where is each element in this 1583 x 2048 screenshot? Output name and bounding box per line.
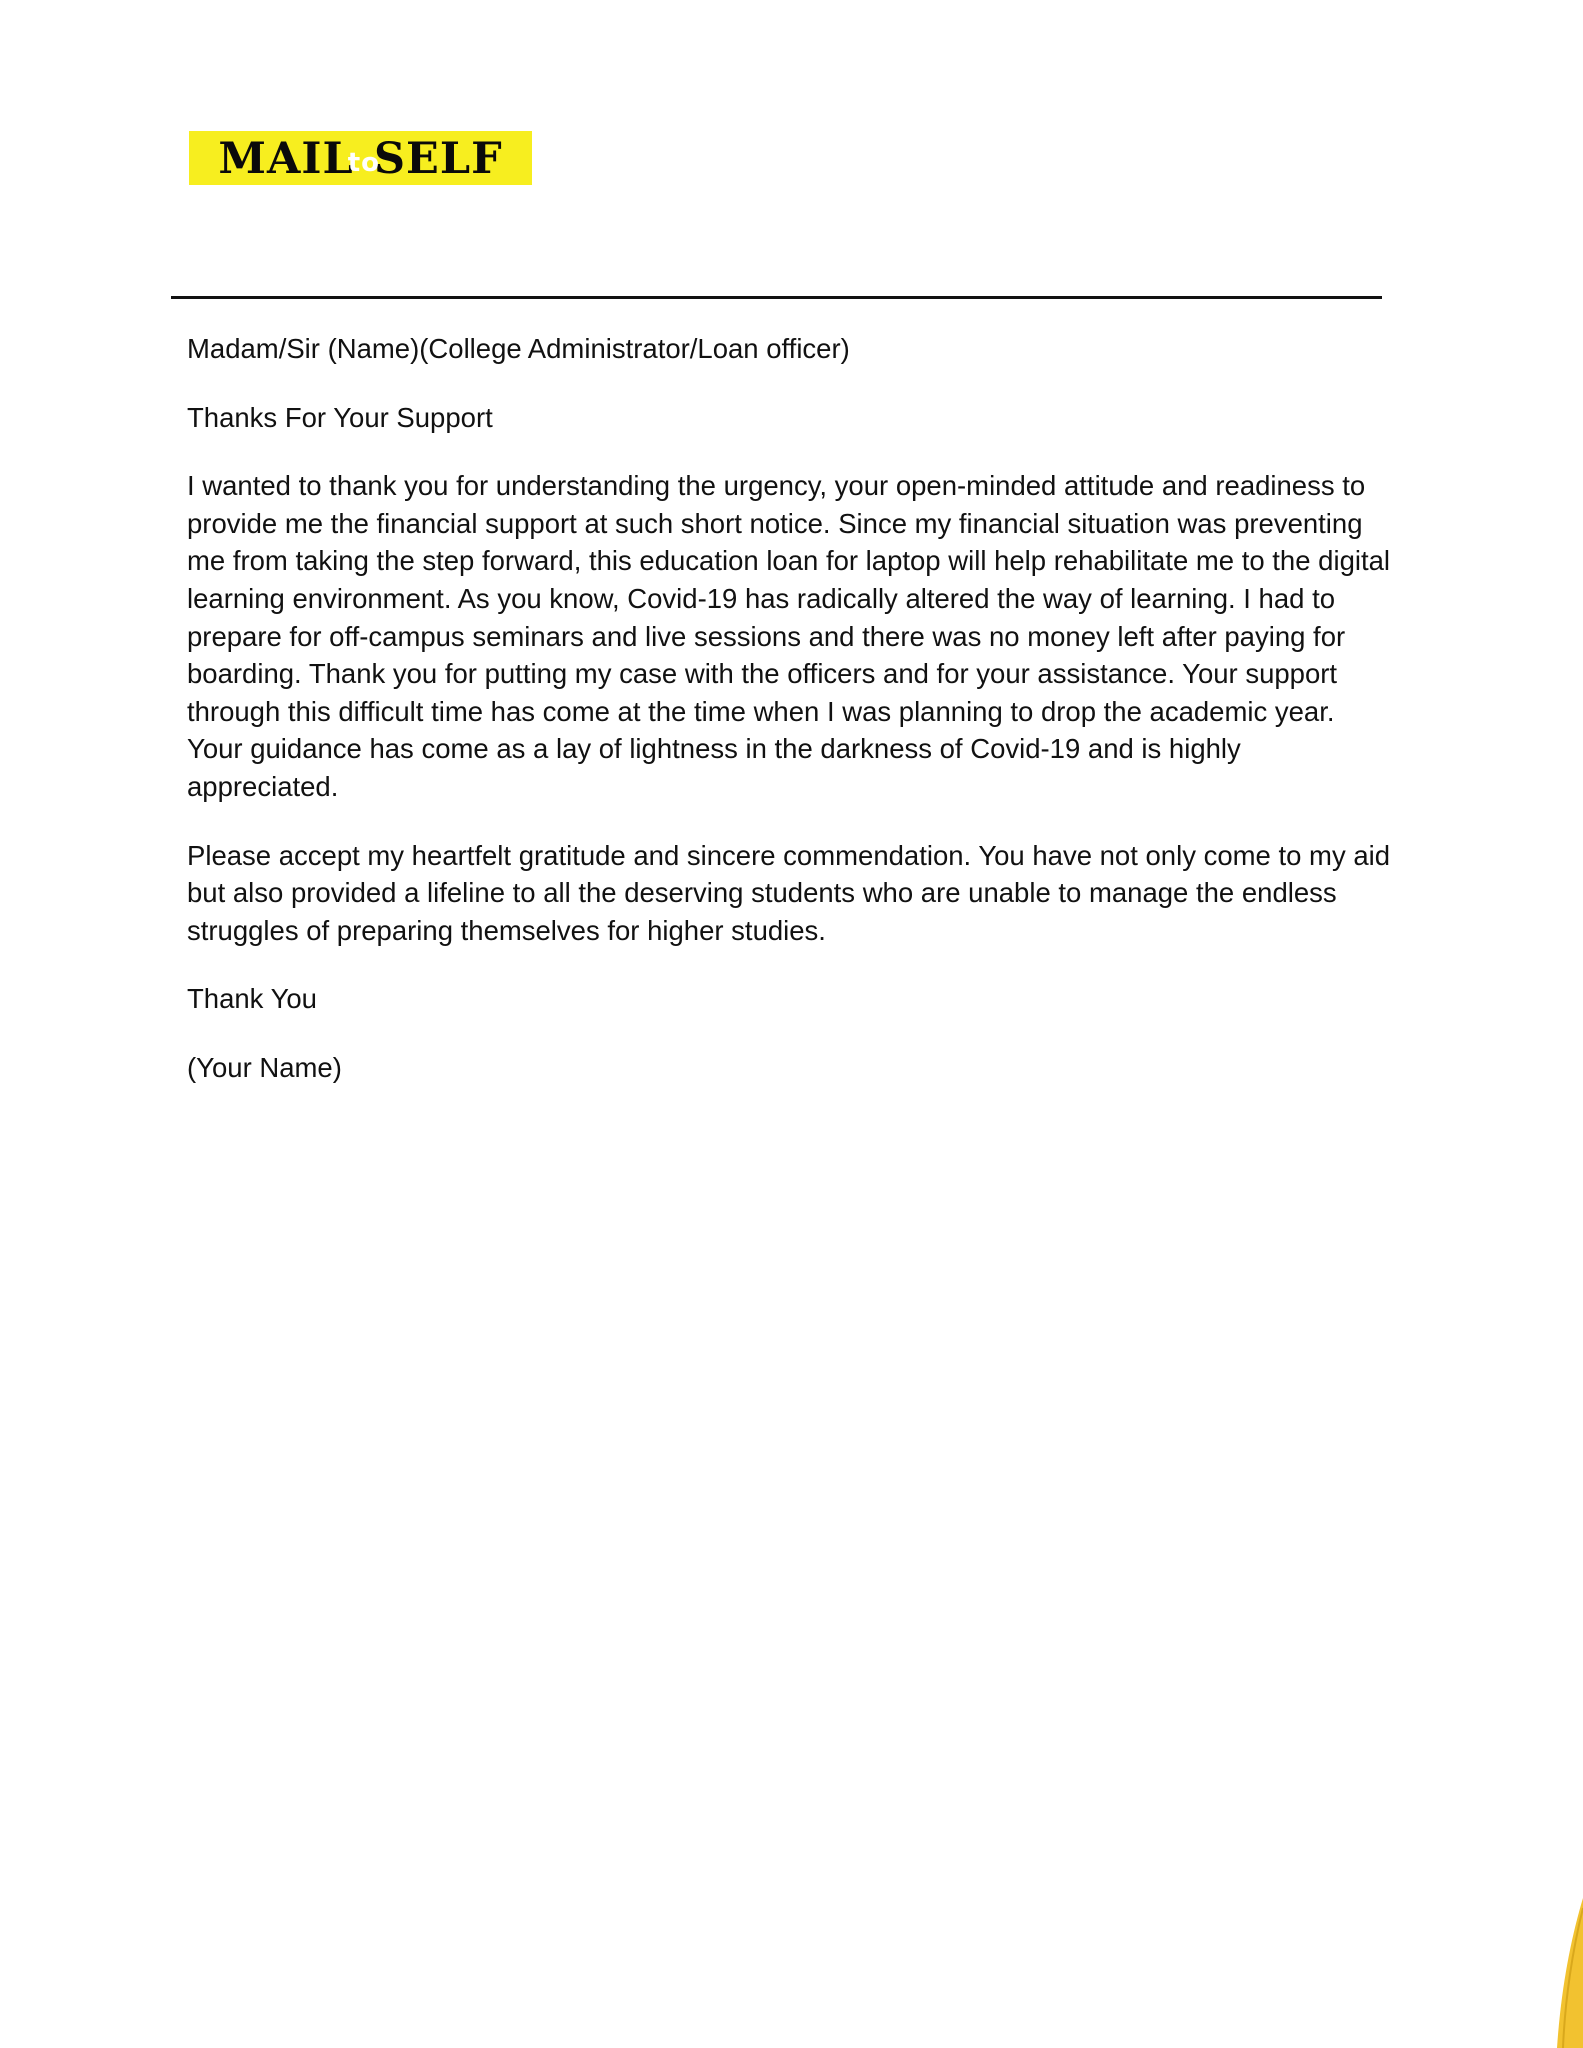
logo-text-mail: MAIL — [218, 133, 354, 184]
letter-body — [187, 330, 1397, 1118]
logo-text-to: to — [347, 147, 380, 178]
recipient-line: Madam/Sir (Name)(College Administrator/Loan officer) — [187, 333, 850, 364]
corner-accent-curve — [1543, 1898, 1583, 2048]
logo-wordmark — [218, 133, 503, 184]
header-divider — [171, 296, 1382, 299]
signature-line: (Your Name) — [187, 1051, 342, 1083]
subject-line: Thanks For Your Support — [187, 401, 493, 433]
closing-line: Thank You — [187, 983, 317, 1015]
paragraph-two: Please accept my heartfelt gratitude and sincere commendation. You have not only come to my aid but also provided a lifeline to all the deserving students who are unable to manage the endless struggles of preparing themselves for higher studies. — [187, 839, 1391, 946]
logo-text-self: SELF — [374, 133, 503, 184]
paragraph-one: I wanted to thank you for understanding the urgency, your open-minded attitude and readiness to provide me the financial support at such short notice. Since my financial situation was preventing me from taking the step forward, this education loan for laptop will help rehabilitate me to the digital learning environment. As you know, Covid-19 has radically altered the way of learning. I had to prepare for off-campus seminars and live sessions and there was no money left after paying for boarding. Thank you for putting my case with the officers and for your assistance. Your support through this difficult time has come at the time when I was planning to drop the academic year. Your guidance has come as a lay of lightness in the darkness of Covid-19 and is highly appreciated. — [187, 470, 1391, 802]
mailtoself-logo — [189, 131, 532, 185]
